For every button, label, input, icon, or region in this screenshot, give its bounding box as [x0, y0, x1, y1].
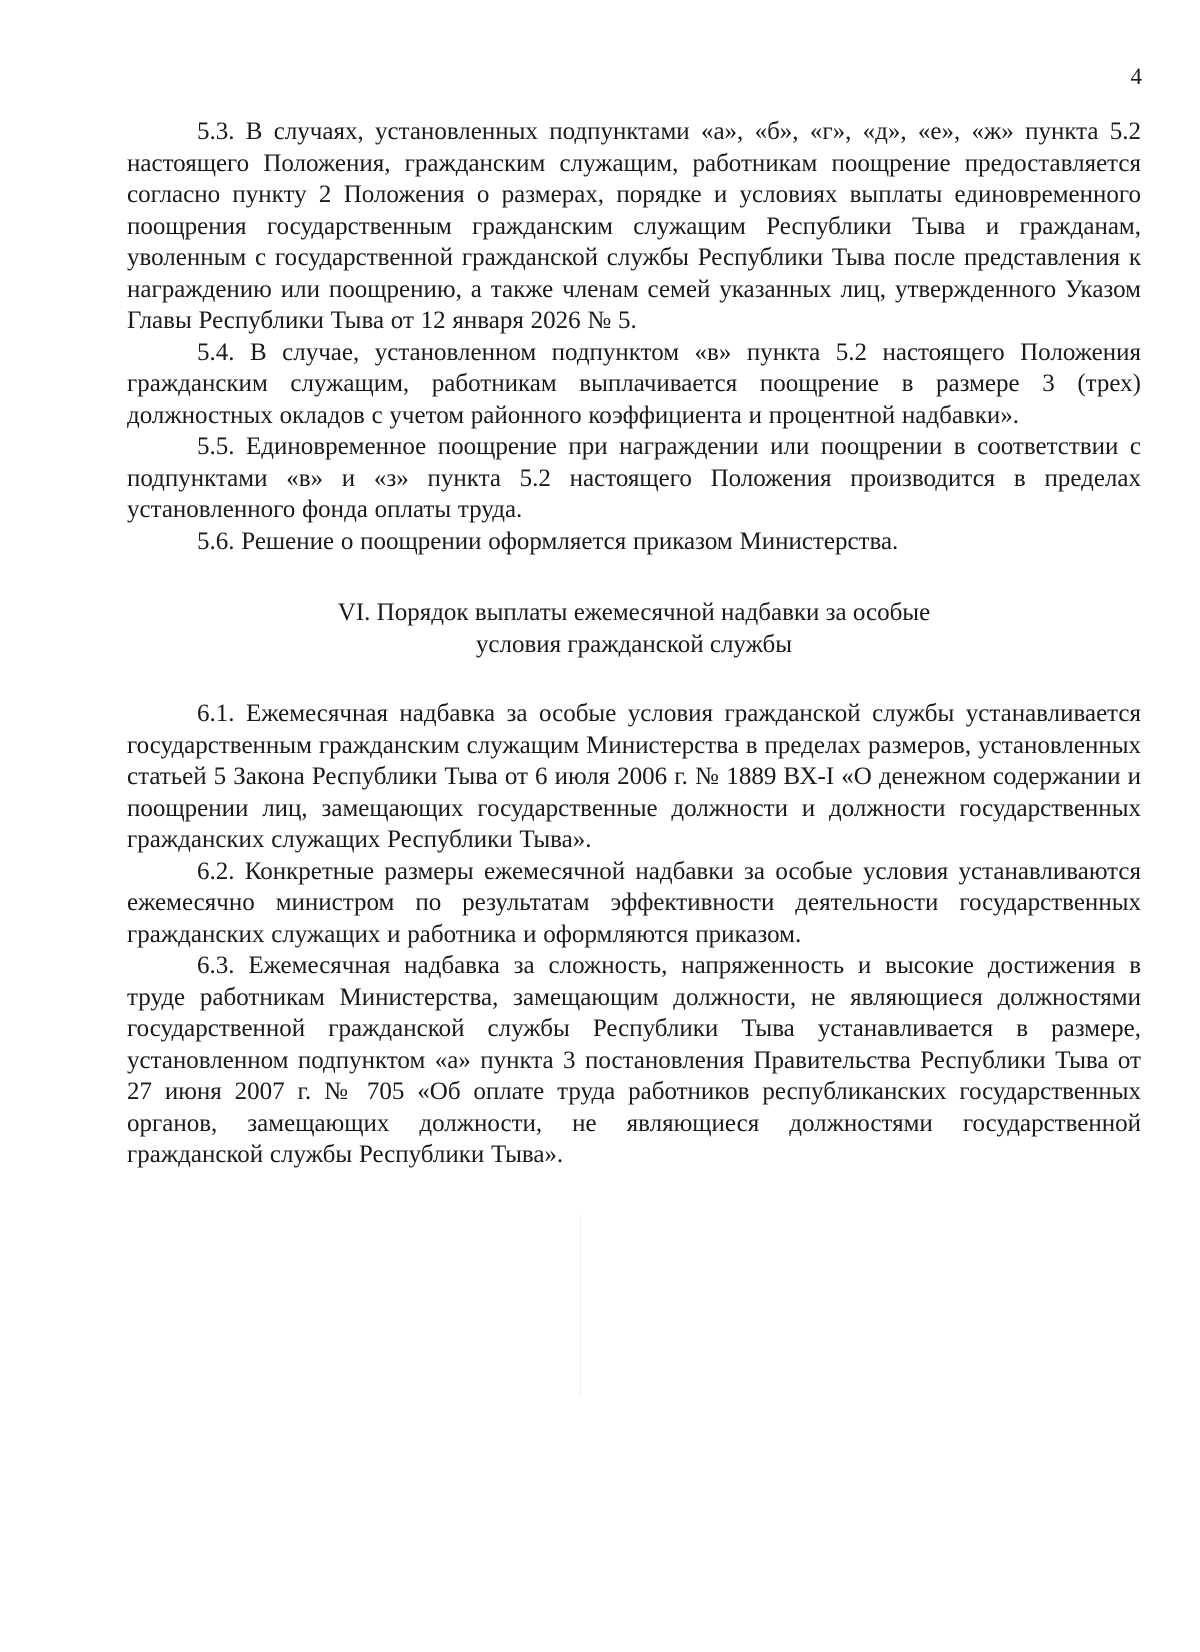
- paragraph-5-6: 5.6. Решение о поощрении оформляется приказом Министерства.: [197, 527, 899, 555]
- paragraph-5-4: 5.4. В случае, установленном подпунктом «в» пункта 5.2 настоящего Положения гражданским служащим, работникам выплачивается поощрение в размере 3 (трех) должностных окладов с учетом районного коэффициента и процентной надбавки».: [127, 338, 1141, 429]
- paragraph-6-3: 6.3. Ежемесячная надбавка за сложность, напряженность и высокие достижения в труде работникам Министерства, замещающим должности, не являющиеся должностями государственной гражданской службы Республики Тыва устанавливается в размере, установленном подпунктом «а» пункта 3 постановления Правительства Республики Тыва от 27 июня 2007 г. № 705 «Об оплате труда работников республиканских государственных органов, замещающих должности, не являющиеся должностями государственной гражданской службы Республики Тыва».: [127, 952, 1141, 1168]
- section-heading: [127, 597, 1141, 660]
- paragraph-6-2: 6.2. Конкретные размеры ежемесячной надбавки за особые условия устанавливаются ежемесячно министром по результатам эффективности деятельности государственных гражданских служащих и работника и оформляются приказом.: [127, 857, 1141, 948]
- scan-artifact: [580, 1215, 581, 1395]
- paragraph-6-1: 6.1. Ежемесячная надбавка за особые условия гражданской службы устанавливается государственным гражданским служащим Министерства в пределах размеров, установленных статьей 5 Закона Республики Тыва от 6 июля 2006 г. № 1889 ВХ-I «О денежном содержании и поощрении лиц, замещающих государственные должности и должности государственных гражданских служащих Республики Тыва».: [127, 700, 1141, 853]
- section-heading-line-2: условия гражданской службы: [475, 630, 793, 658]
- paragraph-5-3: 5.3. В случаях, установленных подпунктами «а», «б», «г», «д», «е», «ж» пункта 5.2 настоящего Положения, гражданским служащим, работникам поощрение предоставляется согласно пункту 2 Положения о размерах, порядке и условиях выплаты единовременного поощрения государственным гражданским служащим Республики Тыва и гражданам, уволенным с государственной гражданской службы Республики Тыва после представления к награждению или поощрению, а также членам семей указанных лиц, утвержденного Указом Главы Республики Тыва от 12 января 2026 № 5.: [127, 118, 1141, 334]
- section-heading-line-1: VI. Порядок выплаты ежемесячной надбавки за особые: [337, 599, 931, 626]
- page-number: 4: [1130, 64, 1142, 89]
- paragraph-5-5: 5.5. Единовременное поощрение при награждении или поощрении в соответствии с подпунктами «в» и «з» пункта 5.2 настоящего Положения производится в пределах установленного фонда оплаты труда.: [127, 433, 1141, 523]
- document-body: [127, 116, 1141, 1171]
